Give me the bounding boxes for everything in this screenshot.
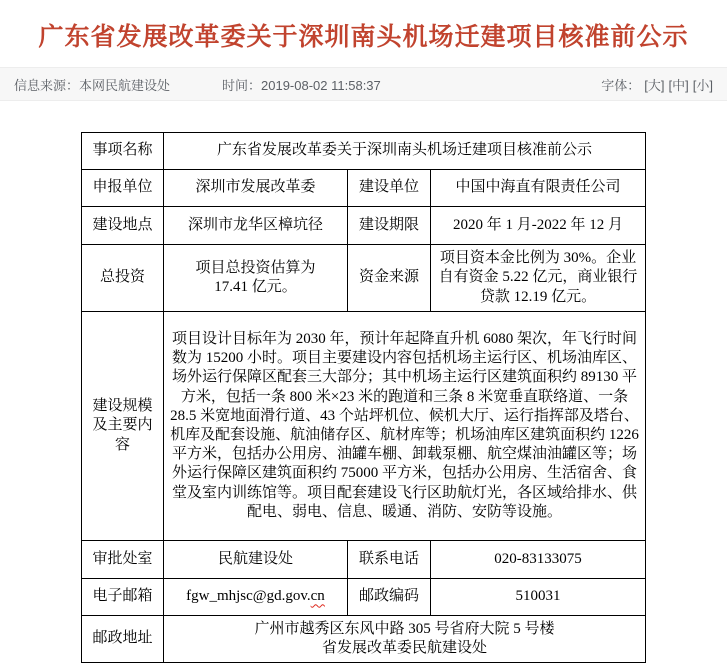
field-label-address: 邮政地址 [81,616,163,663]
field-value-email [163,579,347,616]
table-row [81,312,645,541]
investment-line-1: 项目总投资估算为 [195,259,316,276]
table-row [81,541,645,579]
field-value-applicant: 深圳市发展改革委 [163,170,347,207]
field-value-item-name: 广东省发展改革委关于深圳南头机场迁建项目核准前公示 [163,133,645,170]
page-title: 广东省发展改革委关于深圳南头机场迁建项目核准前公示 [38,23,689,51]
field-label-funding: 资金来源 [347,245,430,312]
field-label-postcode: 邮政编码 [347,579,430,616]
field-value-funding: 项目资本金比例为 30%。企业自有资金 5.22 亿元，商业银行贷款 12.19 亿元。 [430,245,645,312]
field-label-email: 电子邮箱 [81,579,163,616]
info-bar [0,67,727,101]
field-value-period: 2020 年 1 月-2022 年 12 月 [430,207,645,245]
address-line-1: 广州市越秀区东风中路 305 号省府大院 5 号楼 [254,620,555,637]
email-tld-spellcheck: cn [310,588,325,605]
notice-table [81,132,646,663]
font-size-medium-button[interactable]: [中] [668,77,689,93]
font-size-small-button[interactable]: [小] [692,77,713,93]
field-value-builder: 中国中海直有限责任公司 [430,170,645,207]
address-line-2: 省发展改革委民航建设处 [321,640,487,656]
font-size-control [601,75,713,94]
font-size-large-button[interactable]: [大] [644,77,665,93]
field-label-period: 建设期限 [347,207,430,245]
field-label-investment: 总投资 [81,245,163,312]
field-label-location: 建设地点 [81,207,163,245]
field-label-item-name: 事项名称 [81,133,163,170]
field-label-applicant: 申报单位 [81,170,163,207]
table-row [81,170,645,207]
field-label-scale: 建设规模及主要内容 [81,312,163,541]
table-row [81,616,645,663]
info-time: 时间：2019-08-02 11:58:37 [222,77,381,93]
field-value-location: 深圳市龙华区樟坑径 [163,207,347,245]
investment-line-2: 17.41 亿元。 [214,279,297,295]
table-row [81,579,645,616]
field-value-phone: 020-83133075 [430,541,645,579]
field-label-builder: 建设单位 [347,170,430,207]
email-address: fgw_mhjsc@gd.gov. [186,588,311,605]
field-label-phone: 联系电话 [347,541,430,579]
field-label-office: 审批处室 [81,541,163,579]
font-size-label: 字体： [601,77,641,93]
table-row [81,133,645,170]
field-value-address [163,616,645,663]
table-row [81,207,645,245]
table-row [81,245,645,312]
field-value-scale: 项目设计目标年为 2030 年，预计年起降直升机 6080 架次，年飞行时间数为 15200 小时。项目主要建设内容包括机场主运行区、机场油库区、场外运行保障区配套三大部分；其中机场主运行区建筑面积约 89130 平方米，包括一条 800 米×23 米的跑道和三条 8 米宽垂直联络道、一条 28.5 米宽地面滑行道、43 个站坪机位、候机大厅、运行指挥部及塔台、机库及配套设施、航油储存区、航材库等；机场油库区建筑面积约 1226 平方米，包括办公用房、油罐车棚、卸载泵棚、航空煤油油罐区等；场外运行保障区建筑面积约 75000 平方米，包括办公用房、生活宿舍、食堂及室内训练馆等。项目配套建设飞行区助航灯光，各区域给排水、供配电、弱电、信息、暖通、消防、安防等设施。 [163,312,645,541]
field-value-office: 民航建设处 [163,541,347,579]
field-value-postcode: 510031 [430,579,645,616]
info-source: 信息来源：本网民航建设处 [14,77,171,93]
field-value-investment [163,245,347,312]
